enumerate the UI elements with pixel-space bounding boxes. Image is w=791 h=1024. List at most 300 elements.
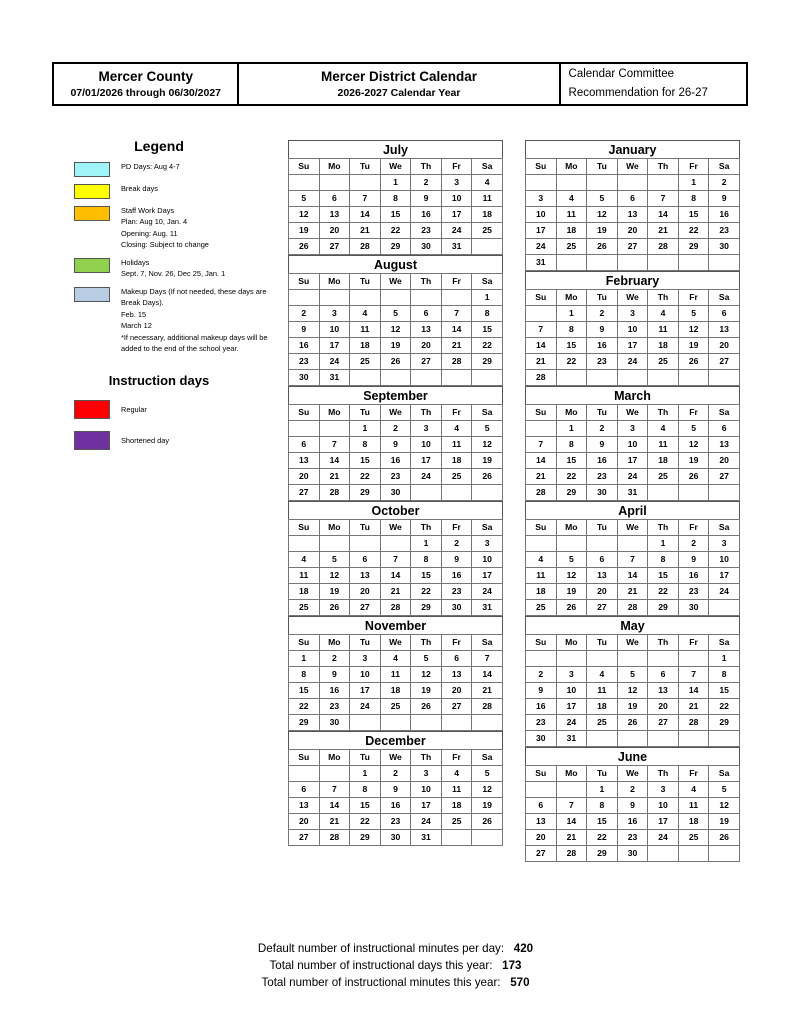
day-cell[interactable]: 16 (380, 453, 411, 469)
day-cell[interactable]: 4 (380, 651, 411, 667)
day-cell[interactable]: 28 (350, 239, 381, 255)
day-cell[interactable]: 23 (380, 814, 411, 830)
day-cell[interactable]: 6 (587, 552, 618, 568)
day-cell[interactable]: 22 (350, 814, 381, 830)
day-cell[interactable]: 28 (319, 485, 350, 501)
day-cell[interactable]: 3 (556, 667, 587, 683)
day-cell[interactable]: 21 (472, 683, 503, 699)
day-cell[interactable]: 30 (617, 846, 648, 862)
day-cell[interactable]: 16 (289, 338, 320, 354)
day-cell[interactable]: 6 (289, 782, 320, 798)
day-cell[interactable]: 27 (648, 715, 679, 731)
day-cell[interactable]: 11 (556, 207, 587, 223)
day-cell[interactable]: 19 (472, 453, 503, 469)
day-cell[interactable]: 14 (526, 338, 557, 354)
day-cell[interactable]: 5 (678, 421, 709, 437)
day-cell[interactable]: 5 (587, 191, 618, 207)
day-cell[interactable]: 9 (587, 322, 618, 338)
day-cell[interactable]: 18 (472, 207, 503, 223)
day-cell[interactable]: 10 (411, 782, 442, 798)
day-cell[interactable]: 11 (380, 667, 411, 683)
day-cell[interactable]: 12 (319, 568, 350, 584)
day-cell[interactable]: 27 (526, 846, 557, 862)
day-cell[interactable]: 25 (380, 699, 411, 715)
day-cell[interactable]: 22 (709, 699, 740, 715)
day-cell[interactable]: 16 (587, 453, 618, 469)
day-cell[interactable]: 30 (411, 239, 442, 255)
day-cell[interactable]: 14 (319, 798, 350, 814)
day-cell[interactable]: 16 (617, 814, 648, 830)
day-cell[interactable]: 11 (289, 568, 320, 584)
day-cell[interactable]: 27 (617, 239, 648, 255)
day-cell[interactable]: 17 (709, 568, 740, 584)
day-cell[interactable]: 18 (678, 814, 709, 830)
day-cell[interactable]: 3 (411, 766, 442, 782)
day-cell[interactable]: 24 (617, 354, 648, 370)
day-cell[interactable]: 17 (350, 683, 381, 699)
day-cell[interactable]: 5 (411, 651, 442, 667)
day-cell[interactable]: 14 (380, 568, 411, 584)
day-cell[interactable]: 21 (350, 223, 381, 239)
day-cell[interactable]: 29 (380, 239, 411, 255)
day-cell[interactable]: 8 (709, 667, 740, 683)
day-cell[interactable]: 3 (472, 536, 503, 552)
day-cell[interactable]: 27 (289, 485, 320, 501)
day-cell[interactable]: 18 (441, 798, 472, 814)
day-cell[interactable]: 29 (648, 600, 679, 616)
day-cell[interactable]: 15 (678, 207, 709, 223)
day-cell[interactable]: 24 (472, 584, 503, 600)
day-cell[interactable]: 2 (411, 175, 442, 191)
day-cell[interactable]: 25 (350, 354, 381, 370)
day-cell[interactable]: 10 (617, 437, 648, 453)
day-cell[interactable]: 23 (319, 699, 350, 715)
day-cell[interactable]: 23 (587, 354, 618, 370)
day-cell[interactable]: 23 (526, 715, 557, 731)
day-cell[interactable]: 7 (648, 191, 679, 207)
day-cell[interactable]: 11 (648, 437, 679, 453)
day-cell[interactable]: 9 (380, 782, 411, 798)
day-cell[interactable]: 26 (709, 830, 740, 846)
day-cell[interactable]: 24 (648, 830, 679, 846)
day-cell[interactable]: 5 (709, 782, 740, 798)
day-cell[interactable]: 25 (441, 814, 472, 830)
day-cell[interactable]: 29 (472, 354, 503, 370)
day-cell[interactable]: 3 (411, 421, 442, 437)
day-cell[interactable]: 13 (350, 568, 381, 584)
day-cell[interactable]: 8 (411, 552, 442, 568)
day-cell[interactable]: 6 (289, 437, 320, 453)
day-cell[interactable]: 27 (319, 239, 350, 255)
day-cell[interactable]: 30 (441, 600, 472, 616)
day-cell[interactable]: 21 (380, 584, 411, 600)
day-cell[interactable]: 27 (289, 830, 320, 846)
day-cell[interactable]: 12 (411, 667, 442, 683)
day-cell[interactable]: 1 (472, 290, 503, 306)
day-cell[interactable]: 8 (380, 191, 411, 207)
day-cell[interactable]: 1 (411, 536, 442, 552)
day-cell[interactable]: 12 (678, 322, 709, 338)
day-cell[interactable]: 20 (709, 453, 740, 469)
day-cell[interactable]: 29 (350, 830, 381, 846)
day-cell[interactable]: 27 (411, 354, 442, 370)
day-cell[interactable]: 28 (380, 600, 411, 616)
day-cell[interactable]: 9 (319, 667, 350, 683)
day-cell[interactable]: 20 (411, 338, 442, 354)
day-cell[interactable]: 20 (289, 469, 320, 485)
day-cell[interactable]: 6 (350, 552, 381, 568)
day-cell[interactable]: 17 (617, 338, 648, 354)
day-cell[interactable]: 16 (709, 207, 740, 223)
day-cell[interactable]: 21 (526, 469, 557, 485)
day-cell[interactable]: 10 (617, 322, 648, 338)
day-cell[interactable]: 26 (678, 354, 709, 370)
day-cell[interactable]: 21 (617, 584, 648, 600)
day-cell[interactable]: 14 (350, 207, 381, 223)
day-cell[interactable]: 17 (319, 338, 350, 354)
day-cell[interactable]: 2 (380, 766, 411, 782)
day-cell[interactable]: 28 (319, 830, 350, 846)
day-cell[interactable]: 2 (380, 421, 411, 437)
day-cell[interactable]: 15 (556, 453, 587, 469)
day-cell[interactable]: 14 (648, 207, 679, 223)
day-cell[interactable]: 10 (648, 798, 679, 814)
day-cell[interactable]: 20 (350, 584, 381, 600)
day-cell[interactable]: 14 (617, 568, 648, 584)
day-cell[interactable]: 22 (556, 469, 587, 485)
day-cell[interactable]: 4 (556, 191, 587, 207)
day-cell[interactable]: 4 (648, 421, 679, 437)
day-cell[interactable]: 22 (380, 223, 411, 239)
day-cell[interactable]: 20 (709, 338, 740, 354)
day-cell[interactable]: 14 (472, 667, 503, 683)
day-cell[interactable]: 16 (587, 338, 618, 354)
day-cell[interactable]: 1 (709, 651, 740, 667)
day-cell[interactable]: 23 (411, 223, 442, 239)
day-cell[interactable]: 7 (319, 437, 350, 453)
day-cell[interactable]: 4 (587, 667, 618, 683)
day-cell[interactable]: 26 (289, 239, 320, 255)
day-cell[interactable]: 9 (526, 683, 557, 699)
day-cell[interactable]: 31 (411, 830, 442, 846)
day-cell[interactable]: 17 (556, 699, 587, 715)
day-cell[interactable]: 23 (678, 584, 709, 600)
day-cell[interactable]: 18 (648, 453, 679, 469)
day-cell[interactable]: 16 (319, 683, 350, 699)
day-cell[interactable]: 4 (441, 421, 472, 437)
day-cell[interactable]: 20 (648, 699, 679, 715)
day-cell[interactable]: 13 (289, 453, 320, 469)
day-cell[interactable]: 14 (441, 322, 472, 338)
day-cell[interactable]: 22 (411, 584, 442, 600)
day-cell[interactable]: 1 (350, 421, 381, 437)
day-cell[interactable]: 29 (289, 715, 320, 731)
day-cell[interactable]: 15 (289, 683, 320, 699)
day-cell[interactable]: 2 (441, 536, 472, 552)
day-cell[interactable]: 28 (526, 485, 557, 501)
day-cell[interactable]: 11 (350, 322, 381, 338)
day-cell[interactable]: 15 (350, 798, 381, 814)
day-cell[interactable]: 19 (678, 453, 709, 469)
day-cell[interactable]: 2 (319, 651, 350, 667)
day-cell[interactable]: 26 (319, 600, 350, 616)
day-cell[interactable]: 31 (617, 485, 648, 501)
day-cell[interactable]: 12 (617, 683, 648, 699)
day-cell[interactable]: 7 (526, 437, 557, 453)
day-cell[interactable]: 8 (648, 552, 679, 568)
day-cell[interactable]: 13 (411, 322, 442, 338)
day-cell[interactable]: 11 (441, 782, 472, 798)
day-cell[interactable]: 6 (411, 306, 442, 322)
day-cell[interactable]: 11 (587, 683, 618, 699)
day-cell[interactable]: 11 (472, 191, 503, 207)
day-cell[interactable]: 1 (289, 651, 320, 667)
day-cell[interactable]: 30 (289, 370, 320, 386)
day-cell[interactable]: 5 (617, 667, 648, 683)
day-cell[interactable]: 19 (617, 699, 648, 715)
day-cell[interactable]: 14 (526, 453, 557, 469)
day-cell[interactable]: 25 (678, 830, 709, 846)
day-cell[interactable]: 23 (441, 584, 472, 600)
day-cell[interactable]: 4 (648, 306, 679, 322)
day-cell[interactable]: 25 (289, 600, 320, 616)
day-cell[interactable]: 21 (319, 814, 350, 830)
day-cell[interactable]: 13 (289, 798, 320, 814)
day-cell[interactable]: 2 (526, 667, 557, 683)
day-cell[interactable]: 10 (556, 683, 587, 699)
day-cell[interactable]: 3 (617, 306, 648, 322)
day-cell[interactable]: 19 (411, 683, 442, 699)
day-cell[interactable]: 15 (350, 453, 381, 469)
day-cell[interactable]: 30 (526, 731, 557, 747)
day-cell[interactable]: 7 (380, 552, 411, 568)
day-cell[interactable]: 27 (587, 600, 618, 616)
day-cell[interactable]: 12 (289, 207, 320, 223)
day-cell[interactable]: 3 (526, 191, 557, 207)
day-cell[interactable]: 19 (319, 584, 350, 600)
day-cell[interactable]: 6 (526, 798, 557, 814)
day-cell[interactable]: 6 (319, 191, 350, 207)
day-cell[interactable]: 5 (472, 421, 503, 437)
day-cell[interactable]: 28 (617, 600, 648, 616)
day-cell[interactable]: 11 (441, 437, 472, 453)
day-cell[interactable]: 20 (289, 814, 320, 830)
day-cell[interactable]: 28 (472, 699, 503, 715)
day-cell[interactable]: 13 (648, 683, 679, 699)
day-cell[interactable]: 10 (472, 552, 503, 568)
day-cell[interactable]: 3 (709, 536, 740, 552)
day-cell[interactable]: 23 (709, 223, 740, 239)
day-cell[interactable]: 25 (648, 354, 679, 370)
day-cell[interactable]: 30 (380, 830, 411, 846)
day-cell[interactable]: 26 (411, 699, 442, 715)
day-cell[interactable]: 18 (380, 683, 411, 699)
day-cell[interactable]: 27 (441, 699, 472, 715)
day-cell[interactable]: 6 (709, 421, 740, 437)
day-cell[interactable]: 21 (319, 469, 350, 485)
day-cell[interactable]: 1 (380, 175, 411, 191)
day-cell[interactable]: 15 (587, 814, 618, 830)
day-cell[interactable]: 13 (526, 814, 557, 830)
day-cell[interactable]: 28 (678, 715, 709, 731)
day-cell[interactable]: 30 (587, 485, 618, 501)
day-cell[interactable]: 3 (648, 782, 679, 798)
day-cell[interactable]: 14 (678, 683, 709, 699)
day-cell[interactable]: 25 (472, 223, 503, 239)
day-cell[interactable]: 29 (587, 846, 618, 862)
day-cell[interactable]: 20 (617, 223, 648, 239)
day-cell[interactable]: 7 (617, 552, 648, 568)
day-cell[interactable]: 12 (587, 207, 618, 223)
day-cell[interactable]: 22 (678, 223, 709, 239)
day-cell[interactable]: 2 (289, 306, 320, 322)
day-cell[interactable]: 24 (617, 469, 648, 485)
day-cell[interactable]: 26 (472, 469, 503, 485)
day-cell[interactable]: 12 (678, 437, 709, 453)
day-cell[interactable]: 4 (350, 306, 381, 322)
day-cell[interactable]: 15 (380, 207, 411, 223)
day-cell[interactable]: 31 (472, 600, 503, 616)
day-cell[interactable]: 23 (587, 469, 618, 485)
day-cell[interactable]: 8 (678, 191, 709, 207)
day-cell[interactable]: 28 (648, 239, 679, 255)
day-cell[interactable]: 21 (678, 699, 709, 715)
day-cell[interactable]: 18 (648, 338, 679, 354)
day-cell[interactable]: 7 (319, 782, 350, 798)
day-cell[interactable]: 21 (441, 338, 472, 354)
day-cell[interactable]: 18 (441, 453, 472, 469)
day-cell[interactable]: 22 (648, 584, 679, 600)
day-cell[interactable]: 19 (380, 338, 411, 354)
day-cell[interactable]: 29 (411, 600, 442, 616)
day-cell[interactable]: 7 (556, 798, 587, 814)
day-cell[interactable]: 1 (556, 306, 587, 322)
day-cell[interactable]: 29 (556, 485, 587, 501)
day-cell[interactable]: 20 (587, 584, 618, 600)
day-cell[interactable]: 9 (678, 552, 709, 568)
day-cell[interactable]: 3 (441, 175, 472, 191)
day-cell[interactable]: 11 (648, 322, 679, 338)
day-cell[interactable]: 25 (441, 469, 472, 485)
day-cell[interactable]: 24 (411, 814, 442, 830)
day-cell[interactable]: 15 (411, 568, 442, 584)
day-cell[interactable]: 11 (678, 798, 709, 814)
day-cell[interactable]: 28 (526, 370, 557, 386)
day-cell[interactable]: 1 (587, 782, 618, 798)
day-cell[interactable]: 20 (526, 830, 557, 846)
day-cell[interactable]: 15 (472, 322, 503, 338)
day-cell[interactable]: 17 (411, 798, 442, 814)
day-cell[interactable]: 28 (441, 354, 472, 370)
day-cell[interactable]: 14 (556, 814, 587, 830)
day-cell[interactable]: 21 (526, 354, 557, 370)
day-cell[interactable]: 6 (617, 191, 648, 207)
day-cell[interactable]: 26 (587, 239, 618, 255)
day-cell[interactable]: 3 (617, 421, 648, 437)
day-cell[interactable]: 24 (526, 239, 557, 255)
day-cell[interactable]: 19 (709, 814, 740, 830)
day-cell[interactable]: 15 (648, 568, 679, 584)
day-cell[interactable]: 9 (709, 191, 740, 207)
day-cell[interactable]: 19 (289, 223, 320, 239)
day-cell[interactable]: 21 (648, 223, 679, 239)
day-cell[interactable]: 18 (587, 699, 618, 715)
day-cell[interactable]: 26 (380, 354, 411, 370)
day-cell[interactable]: 15 (556, 338, 587, 354)
day-cell[interactable]: 27 (709, 354, 740, 370)
day-cell[interactable]: 26 (472, 814, 503, 830)
day-cell[interactable]: 2 (587, 421, 618, 437)
day-cell[interactable]: 8 (587, 798, 618, 814)
day-cell[interactable]: 13 (319, 207, 350, 223)
day-cell[interactable]: 9 (411, 191, 442, 207)
day-cell[interactable]: 2 (678, 536, 709, 552)
day-cell[interactable]: 24 (441, 223, 472, 239)
day-cell[interactable]: 17 (648, 814, 679, 830)
day-cell[interactable]: 12 (380, 322, 411, 338)
day-cell[interactable]: 11 (526, 568, 557, 584)
day-cell[interactable]: 21 (556, 830, 587, 846)
day-cell[interactable]: 10 (350, 667, 381, 683)
day-cell[interactable]: 22 (556, 354, 587, 370)
day-cell[interactable]: 14 (319, 453, 350, 469)
day-cell[interactable]: 18 (289, 584, 320, 600)
day-cell[interactable]: 17 (411, 453, 442, 469)
day-cell[interactable]: 6 (709, 306, 740, 322)
day-cell[interactable]: 16 (411, 207, 442, 223)
day-cell[interactable]: 1 (350, 766, 381, 782)
day-cell[interactable]: 26 (617, 715, 648, 731)
day-cell[interactable]: 17 (526, 223, 557, 239)
day-cell[interactable]: 19 (587, 223, 618, 239)
day-cell[interactable]: 12 (709, 798, 740, 814)
day-cell[interactable]: 24 (350, 699, 381, 715)
day-cell[interactable]: 16 (441, 568, 472, 584)
day-cell[interactable]: 25 (587, 715, 618, 731)
day-cell[interactable]: 18 (350, 338, 381, 354)
day-cell[interactable]: 2 (709, 175, 740, 191)
day-cell[interactable]: 8 (472, 306, 503, 322)
day-cell[interactable]: 9 (380, 437, 411, 453)
day-cell[interactable]: 23 (617, 830, 648, 846)
day-cell[interactable]: 31 (441, 239, 472, 255)
day-cell[interactable]: 12 (472, 437, 503, 453)
day-cell[interactable]: 5 (678, 306, 709, 322)
day-cell[interactable]: 24 (709, 584, 740, 600)
day-cell[interactable]: 13 (709, 437, 740, 453)
day-cell[interactable]: 30 (709, 239, 740, 255)
day-cell[interactable]: 1 (556, 421, 587, 437)
day-cell[interactable]: 8 (556, 437, 587, 453)
day-cell[interactable]: 23 (380, 469, 411, 485)
day-cell[interactable]: 16 (380, 798, 411, 814)
day-cell[interactable]: 20 (319, 223, 350, 239)
day-cell[interactable]: 4 (289, 552, 320, 568)
day-cell[interactable]: 30 (678, 600, 709, 616)
day-cell[interactable]: 10 (709, 552, 740, 568)
day-cell[interactable]: 13 (709, 322, 740, 338)
day-cell[interactable]: 7 (441, 306, 472, 322)
day-cell[interactable]: 8 (289, 667, 320, 683)
day-cell[interactable]: 6 (441, 651, 472, 667)
day-cell[interactable]: 13 (587, 568, 618, 584)
day-cell[interactable]: 17 (441, 207, 472, 223)
day-cell[interactable]: 9 (587, 437, 618, 453)
day-cell[interactable]: 12 (556, 568, 587, 584)
day-cell[interactable]: 10 (319, 322, 350, 338)
day-cell[interactable]: 15 (709, 683, 740, 699)
day-cell[interactable]: 5 (380, 306, 411, 322)
